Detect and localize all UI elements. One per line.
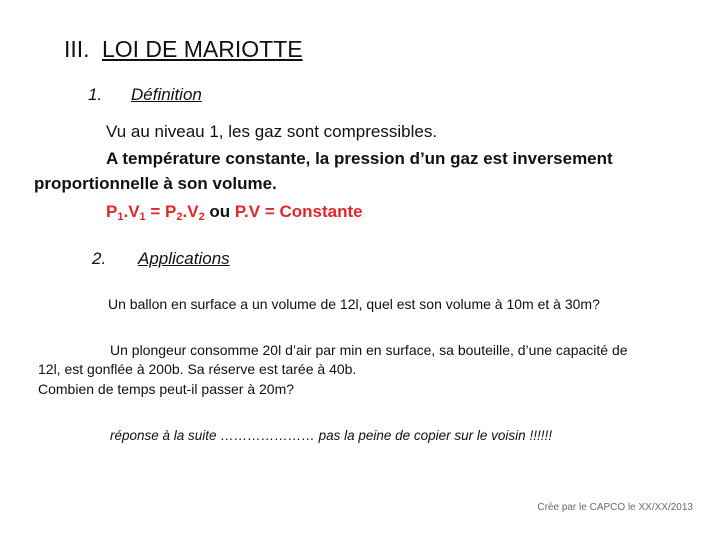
definition-line-3: proportionnelle à son volume. — [34, 174, 277, 193]
definition-title: Définition — [131, 85, 202, 104]
section-number: III. — [64, 36, 90, 62]
question-1: Un ballon en surface a un volume de 12l, quel est son volume à 10m et à 30m? — [108, 296, 600, 312]
section-title — [64, 36, 303, 63]
question-2-line-3: Combien de temps peut-il passer à 20m? — [38, 381, 295, 397]
formula-v1: .V — [123, 202, 140, 221]
formula-pv: P.V = Constante — [234, 202, 363, 221]
applications-heading — [138, 249, 230, 269]
formula-eq: = P — [145, 202, 177, 221]
formula-sub-4: 2 — [198, 211, 205, 223]
formula-sub-2: 1 — [139, 211, 146, 223]
formula-sub-3: 2 — [176, 211, 183, 223]
formula-p1: P — [106, 202, 118, 221]
formula-v2: .V — [182, 202, 199, 221]
answer-note: réponse à la suite ………………… pas la peine de copier sur le voisin !!!!!! — [110, 428, 552, 443]
applications-title: Applications — [138, 249, 230, 268]
footer-credit: Crée par le CAPCO le XX/XX/2013 — [537, 502, 693, 513]
question-2-line-2: 12l, est gonflée à 200b. Sa réserve est tarée à 40b. — [38, 361, 357, 377]
definition-heading — [131, 85, 202, 105]
section-title-text: LOI DE MARIOTTE — [101, 36, 303, 62]
applications-number: 2. — [92, 249, 107, 268]
formula-sub-1: 1 — [117, 211, 124, 223]
formula-ou: ou — [204, 202, 235, 221]
mariotte-formula — [106, 202, 363, 223]
definition-line-2: A température constante, la pression d’un gaz est inversement — [106, 149, 613, 168]
definition-number: 1. — [88, 85, 103, 104]
definition-line-1: Vu au niveau 1, les gaz sont compressibles. — [106, 122, 438, 141]
question-2-line-1: Un plongeur consomme 20l d’air par min en surface, sa bouteille, d’une capacité de — [110, 342, 628, 358]
